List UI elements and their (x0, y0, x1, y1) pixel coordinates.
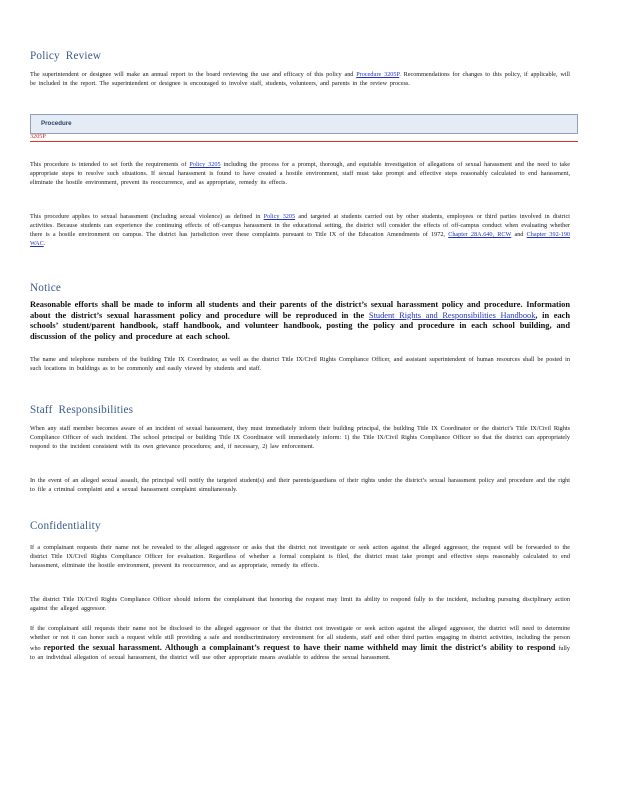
procedure-section (30, 160, 570, 187)
procedure-paragraph-2 (30, 212, 570, 248)
confidentiality-section-3 (30, 624, 570, 662)
procedure-p2-text-a: This procedure applies to sexual harassment (including sexual violence) as defined in (30, 213, 261, 220)
wac-chapter-link[interactable]: Chapter 392-190 WAC (30, 231, 571, 247)
staff-paragraph-1: When any staff member becomes aware of an incident of sexual harassment, they must immediately inform their building principal, the building Title IX Coordinator or the district’s Title IX/Civil Rights Compliance Officer of such incident. The school principal or building Title IX Coordinator will immediately inform: 1) the Title IX/Civil Rights Compliance Officer so that the district can appropriately respond to the incident consistent with its own grievance procedures; and, if necessary, 2) law enforcement. (30, 425, 570, 450)
notice-p1-text-b: , in each schools’ student/parent handbook, staff handbook, and volunteer handbook, posting the policy and procedure in each school building, and discussion of the policy and procedure at each school. (30, 310, 571, 341)
notice-p1-text-a: Reasonable efforts shall be made to inform all students and their parents of the district’s sexual harassment policy and procedure. Information about the district’s sexual harassment policy and procedure will be reproduced in the (30, 300, 570, 320)
notice-paragraph-1 (30, 300, 570, 342)
procedure-3205p-link[interactable]: Procedure 3205P (356, 71, 400, 78)
procedure-p2-text-d: . (43, 240, 46, 247)
staff-section (30, 424, 570, 451)
policy-review-section (30, 70, 570, 88)
procedure-number: 3205P (30, 133, 46, 140)
policy-review-text-a: The superintendent or designee will make an annual report to the board reviewing the use and efficacy of this policy and (30, 71, 354, 78)
procedure-p2-text-c: and (514, 231, 524, 238)
confidentiality-section (30, 543, 570, 570)
notice-heading: Notice (30, 282, 62, 294)
confidentiality-heading: Confidentiality (30, 520, 101, 532)
policy-review-text-b: . Recommendations for changes to this policy, if applicable, will be included in the report. The superintendent or designee is encouraged to involve staff, students, volunteers, and parents in the review process. (30, 71, 570, 87)
notice-paragraph-2: The name and telephone numbers of the building Title IX Coordinator, as well as the district Title IX/Civil Rights Compliance Officer, and assistant superintendent of human resources shall be posted in such locations in buildings as to be commonly and easily viewed by students and staff. (30, 356, 570, 372)
procedure-p1-text-b: including the process for a prompt, thorough, and equitable investigation of allegations of sexual harassment and the need to take appropriate steps to resolve such situations. If sexual harassment is found to have created a hostile environment, staff must take prompt and effective steps reasonably calculated to end harassment, eliminate the hostile environment, prevent its reoccurrence, and as appropriate, remedy its effects. (30, 161, 570, 186)
procedure-section-2 (30, 212, 570, 248)
student-handbook-link[interactable]: Student Rights and Responsibilities Handbook (368, 310, 536, 320)
confidentiality-p3-text-c: fully to an individual allegation of sexual harassment, the district will use other appropriate means available to address the sexual harassment. (30, 645, 570, 661)
staff-section-2 (30, 476, 570, 494)
procedure-box (30, 114, 578, 134)
confidentiality-p3-text-b: reported the sexual harassment. Although a complainant’s request to have their name withheld may limit the district’s ability to respond (43, 643, 556, 652)
policy-3205-link[interactable]: Policy 3205 (189, 161, 221, 168)
staff-responsibilities-heading: Staff Responsibilities (30, 404, 134, 416)
policy-3205-link-2[interactable]: Policy 3205 (263, 213, 296, 220)
staff-paragraph-2: In the event of an alleged sexual assault, the principal will notify the targeted student(s) and their parents/guardians of their rights under the district’s sexual harassment policy and procedure and the right to file a criminal complaint and a sexual harassment complaint simultaneously. (30, 477, 570, 493)
notice-section (30, 300, 570, 342)
procedure-divider (30, 141, 578, 142)
confidentiality-paragraph-1: If a complainant requests their name not be revealed to the alleged aggressor or asks that the district not investigate or seek action against the alleged aggressor, the request will be forwarded to the district Title IX/Civil Rights Compliance Officer for evaluation. Regardless of whether a formal complaint is filed, the district must take prompt and effective steps reasonably calculated to end harassment, eliminate the hostile environment, prevent its reoccurrence, and as appropriate, remedy its effects. (30, 544, 570, 569)
rcw-chapter-link[interactable]: Chapter 28A.640, RCW (448, 231, 512, 238)
confidentiality-paragraph-3 (30, 624, 570, 662)
policy-review-heading: Policy Review (30, 50, 102, 62)
confidentiality-p3-text-a: If the complainant still requests their name not be disclosed to the alleged aggressor or that the district not investigate or seek action against the alleged aggressor, the district will need to determine whether or not it can honor such a request while still providing a safe and nondiscriminatory environment for all students, staff and other third parties engaging in district activities, including the person who (30, 625, 570, 652)
notice-section-2 (30, 355, 570, 373)
confidentiality-paragraph-2: The district Title IX/Civil Rights Compliance Officer should inform the complainant that honoring the request may limit its ability to respond fully to the incident, including pursuing disciplinary action against the alleged aggressor. (30, 596, 570, 612)
policy-review-paragraph (30, 70, 570, 88)
procedure-paragraph-1 (30, 160, 570, 187)
confidentiality-section-2 (30, 595, 570, 613)
procedure-p1-text-a: This procedure is intended to set forth the requirements of (30, 161, 187, 168)
procedure-box-label: Procedure (41, 120, 72, 127)
procedure-p2-text-b: and targeted at students carried out by other students, employees or third parties involved in district activities. Because students can experience the continuing effects of off-campus harassment in the educational setting, the district will consider the effects of off-campus conduct when evaluating whether there is a hostile environment on campus. The district has jurisdiction over these complaints pursuant to Title IX of the Education Amendments of 1972, (30, 213, 570, 238)
